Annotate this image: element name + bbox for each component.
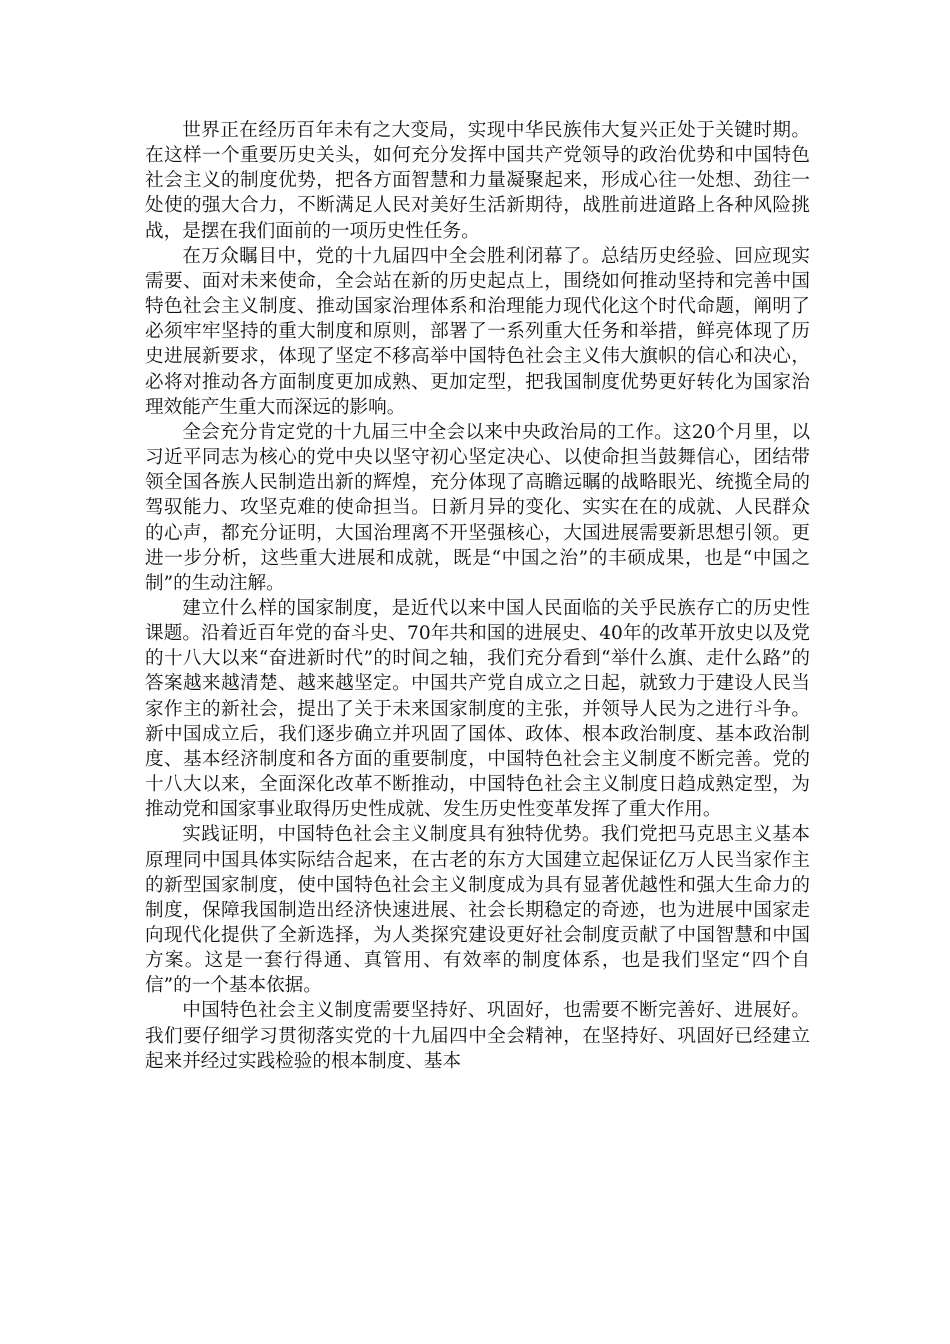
paragraph: 全会充分肯定党的十九届三中全会以来中央政治局的工作。这20个月里，以习近平同志为核心的党中央以坚守初心坚定决心、以使命担当鼓舞信心，团结带领全国各族人民制造出新的辉煌，充分体现了高瞻远瞩的战略眼光、统揽全局的驾驭能力、攻坚克难的使命担当。日新月异的变化、实实在在的成就、人民群众的心声，都充分证明，大国治理离不开坚强核心，大国进展需要新思想引领。更进一步分析，这些重大进展和成就，既是“中国之治”的丰硕成果，也是“中国之制”的生动注解。: [145, 421, 810, 594]
paragraph: 中国特色社会主义制度需要坚持好、巩固好，也需要不断完善好、进展好。我们要仔细学习贯彻落实党的十九届四中全会精神，在坚持好、巩固好已经建立起来并经过实践检验的根本制度、基本: [145, 1000, 810, 1072]
paragraph: 实践证明，中国特色社会主义制度具有独特优势。我们党把马克思主义基本原理同中国具体实际结合起来，在古老的东方大国建立起保证亿万人民当家作主的新型国家制度，使中国特色社会主义制度成为具有显著优越性和强大生命力的制度，保障我国制造出经济快速进展、社会长期稳定的奇迹，也为进展中国家走向现代化提供了全新选择，为人类探究建设更好社会制度贡献了中国智慧和中国方案。这是一套行得通、真管用、有效率的制度体系，也是我们坚定“四个自信”的一个基本依据。: [145, 824, 810, 997]
paragraph: 世界正在经历百年未有之大变局，实现中华民族伟大复兴正处于关键时期。在这样一个重要历史关头，如何充分发挥中国共产党领导的政治优势和中国特色社会主义的制度优势，把各方面智慧和力量凝聚起来，形成心往一处想、劲往一处使的强大合力，不断满足人民对美好生活新期待，战胜前进道路上各种风险挑战，是摆在我们面前的一项历史性任务。: [145, 120, 810, 242]
paragraph: 在万众瞩目中，党的十九届四中全会胜利闭幕了。总结历史经验、回应现实需要、面对未来使命，全会站在新的历史起点上，围绕如何推动坚持和完善中国特色社会主义制度、推动国家治理体系和治理能力现代化这个时代命题，阐明了必须牢牢坚持的重大制度和原则，部署了一系列重大任务和举措，鲜亮体现了历史进展新要求，体现了坚定不移高举中国特色社会主义伟大旗帜的信心和决心，必将对推动各方面制度更加成熟、更加定型，把我国制度优势更好转化为国家治理效能产生重大而深远的影响。: [145, 245, 810, 418]
paragraph: 建立什么样的国家制度，是近代以来中国人民面临的关乎民族存亡的历史性课题。沿着近百年党的奋斗史、70年共和国的进展史、40年的改革开放史以及党的十八大以来“奋进新时代”的时间之轴，我们充分看到“举什么旗、走什么路”的答案越来越清楚、越来越坚定。中国共产党自成立之日起，就致力于建设人民当家作主的新社会，提出了关于未来国家制度的主张，并领导人民为之进行斗争。新中国成立后，我们逐步确立并巩固了国体、政体、根本政治制度、基本政治制度、基本经济制度和各方面的重要制度，中国特色社会主义制度不断完善。党的十八大以来，全面深化改革不断推动，中国特色社会主义制度日趋成熟定型，为推动党和国家事业取得历史性成就、发生历史性变革发挥了重大作用。: [145, 597, 810, 821]
document-body: [145, 118, 810, 1074]
